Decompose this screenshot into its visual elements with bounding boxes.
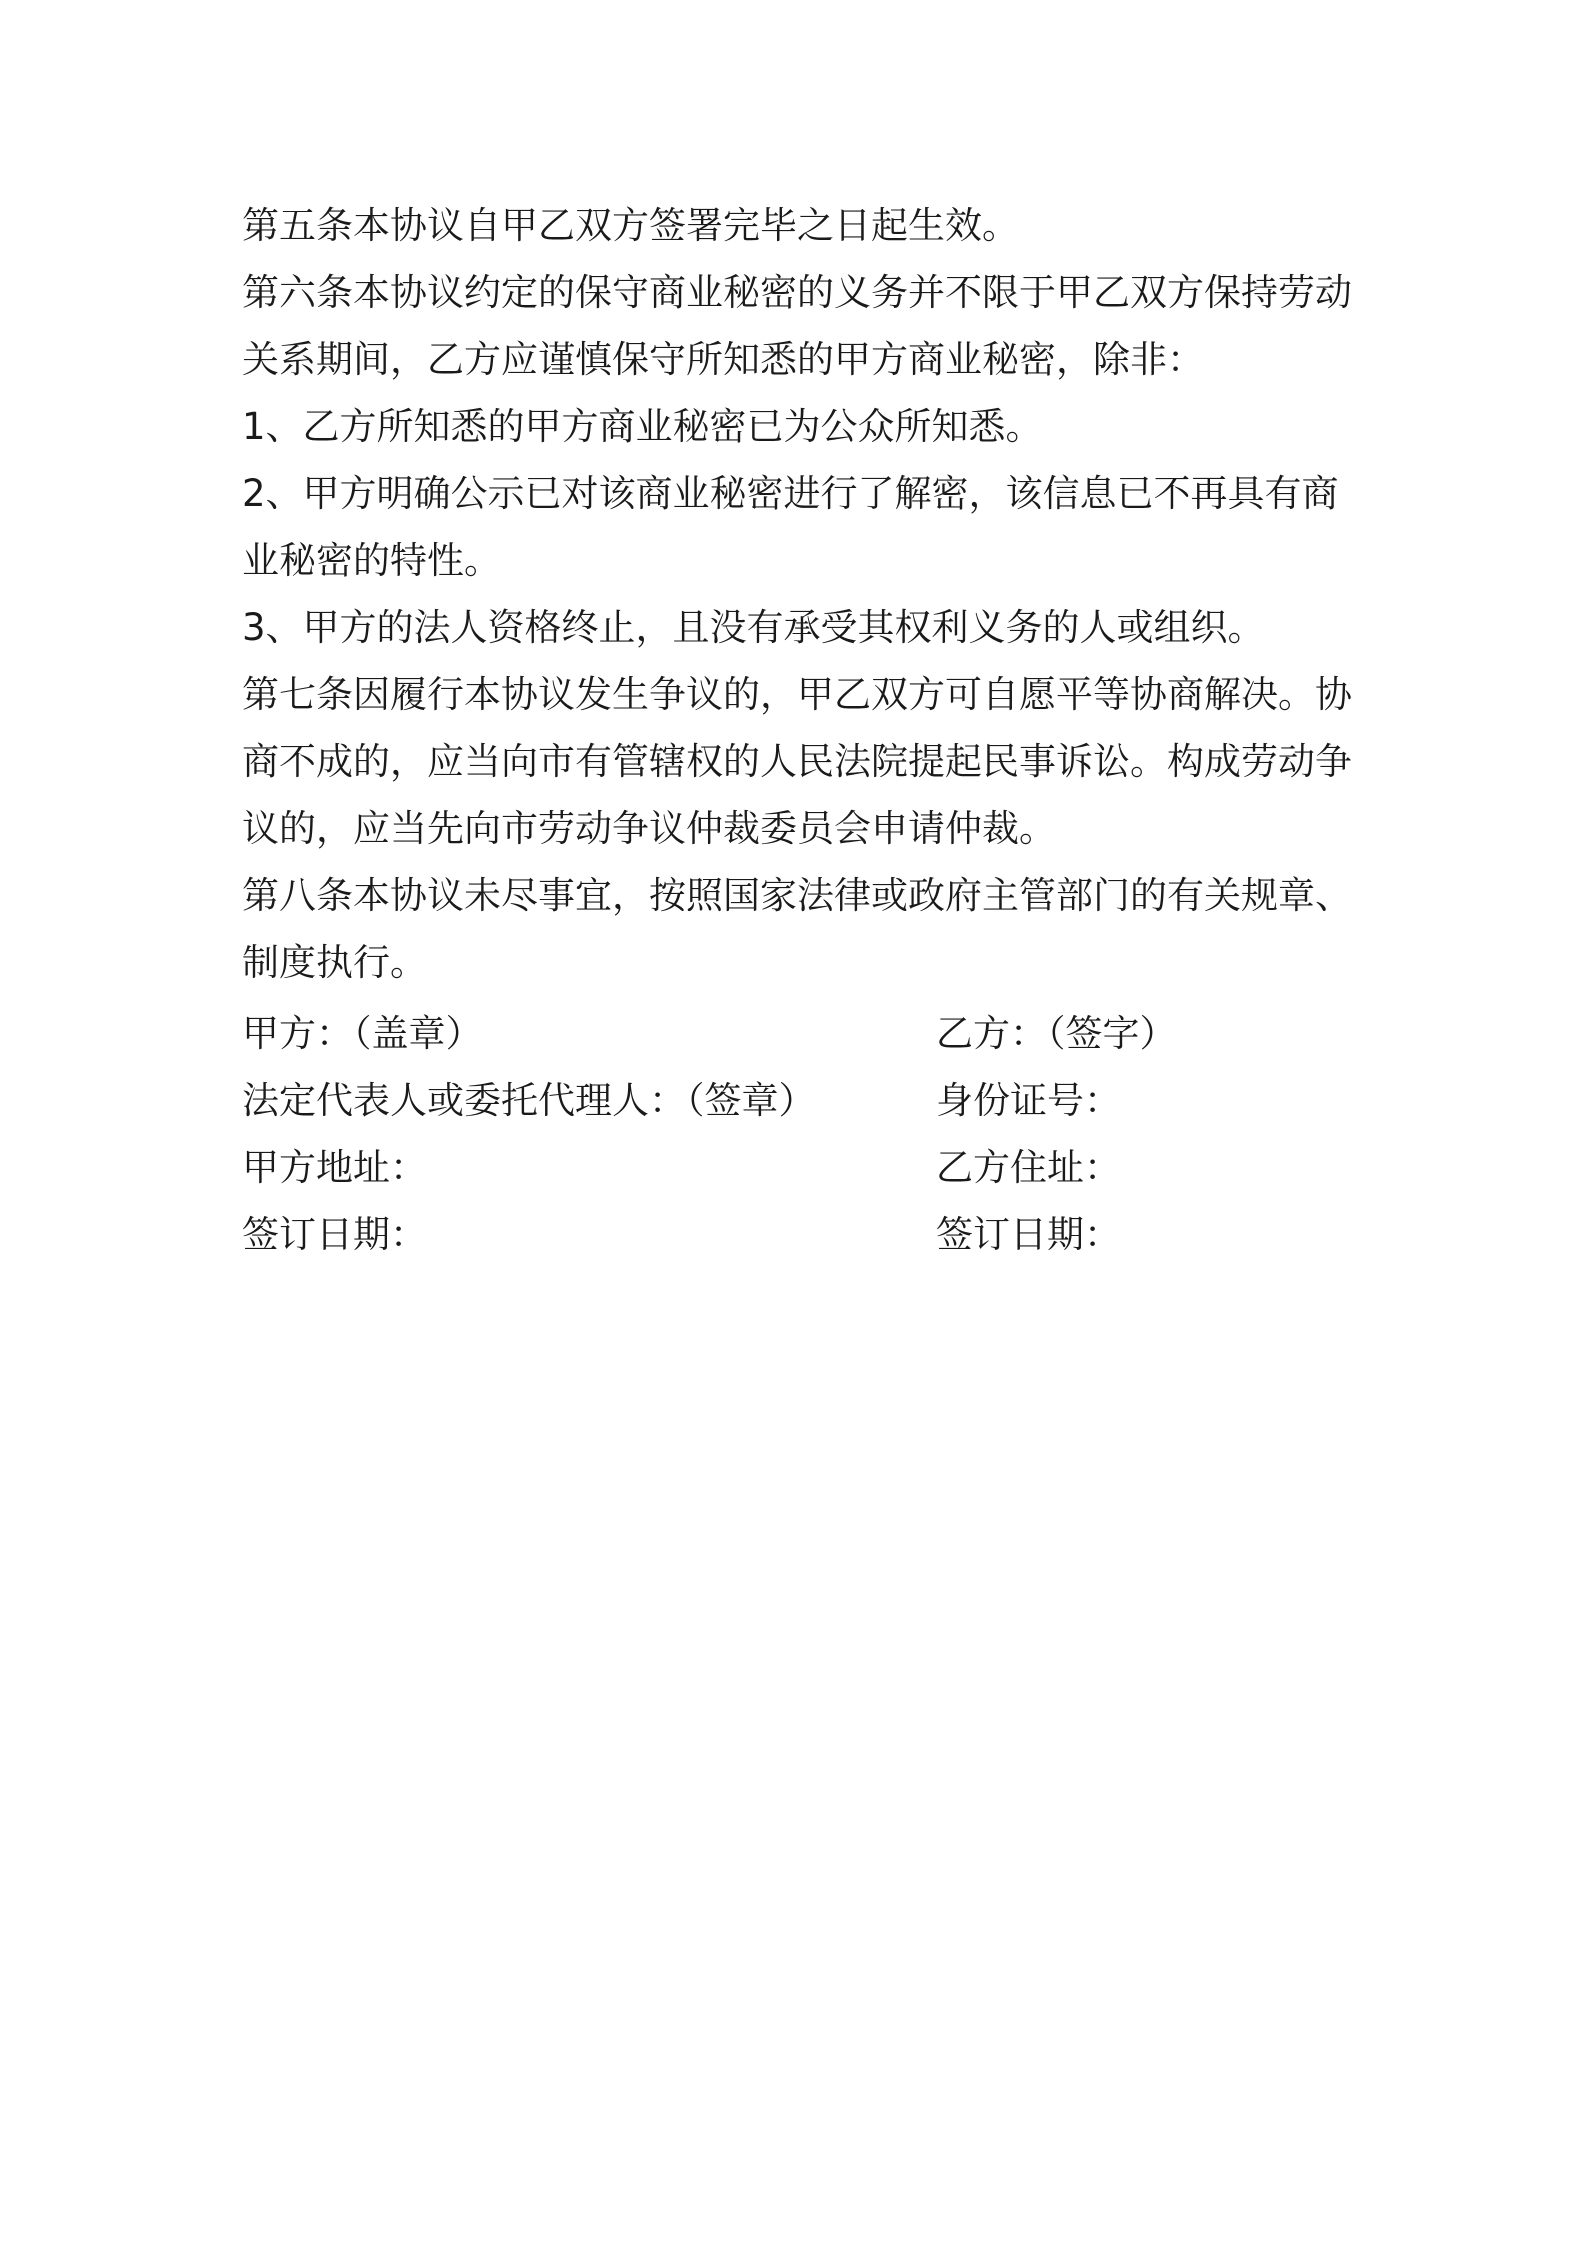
signature-row-seal: [242, 1000, 1362, 1067]
party-a-date-label: 签订日期：: [242, 1213, 427, 1256]
article-5: 第五条本协议自甲乙双方签署完毕之日起生效。: [242, 204, 1019, 247]
signature-row-representative: [242, 1067, 1362, 1134]
representative-label: 法定代表人或委托代理人：（签章）: [242, 1079, 816, 1122]
signature-block: [242, 1000, 1362, 1268]
article-6-item-1: 1、乙方所知悉的甲方商业秘密已为公众所知悉。: [242, 405, 1043, 448]
party-b-date-label: 签订日期：: [936, 1213, 1121, 1256]
article-6: 第六条本协议约定的保守商业秘密的义务并不限于甲乙双方保持劳动关系期间，乙方应谨慎保守所知悉的甲方商业秘密，除非：: [242, 271, 1352, 381]
party-a-seal-label: 甲方：（盖章）: [242, 1012, 483, 1055]
signature-row-address: [242, 1134, 1362, 1201]
party-b-sign-label: 乙方：（签字）: [936, 1012, 1177, 1055]
party-a-address-label: 甲方地址：: [242, 1146, 427, 1189]
article-7: 第七条因履行本协议发生争议的，甲乙双方可自愿平等协商解决。协商不成的，应当向市有管辖权的人民法院提起民事诉讼。构成劳动争议的，应当先向市劳动争议仲裁委员会申请仲裁。: [242, 673, 1352, 850]
id-number-label: 身份证号：: [936, 1079, 1121, 1122]
article-6-item-2: 2、甲方明确公示已对该商业秘密进行了解密，该信息已不再具有商业秘密的特性。: [242, 472, 1339, 582]
article-8: 第八条本协议未尽事宜，按照国家法律或政府主管部门的有关规章、制度执行。: [242, 874, 1352, 984]
agreement-body: [242, 192, 1362, 996]
article-6-item-3: 3、甲方的法人资格终止，且没有承受其权利义务的人或组织。: [242, 606, 1265, 649]
signature-row-date: [242, 1201, 1362, 1268]
party-b-address-label: 乙方住址：: [936, 1146, 1121, 1189]
